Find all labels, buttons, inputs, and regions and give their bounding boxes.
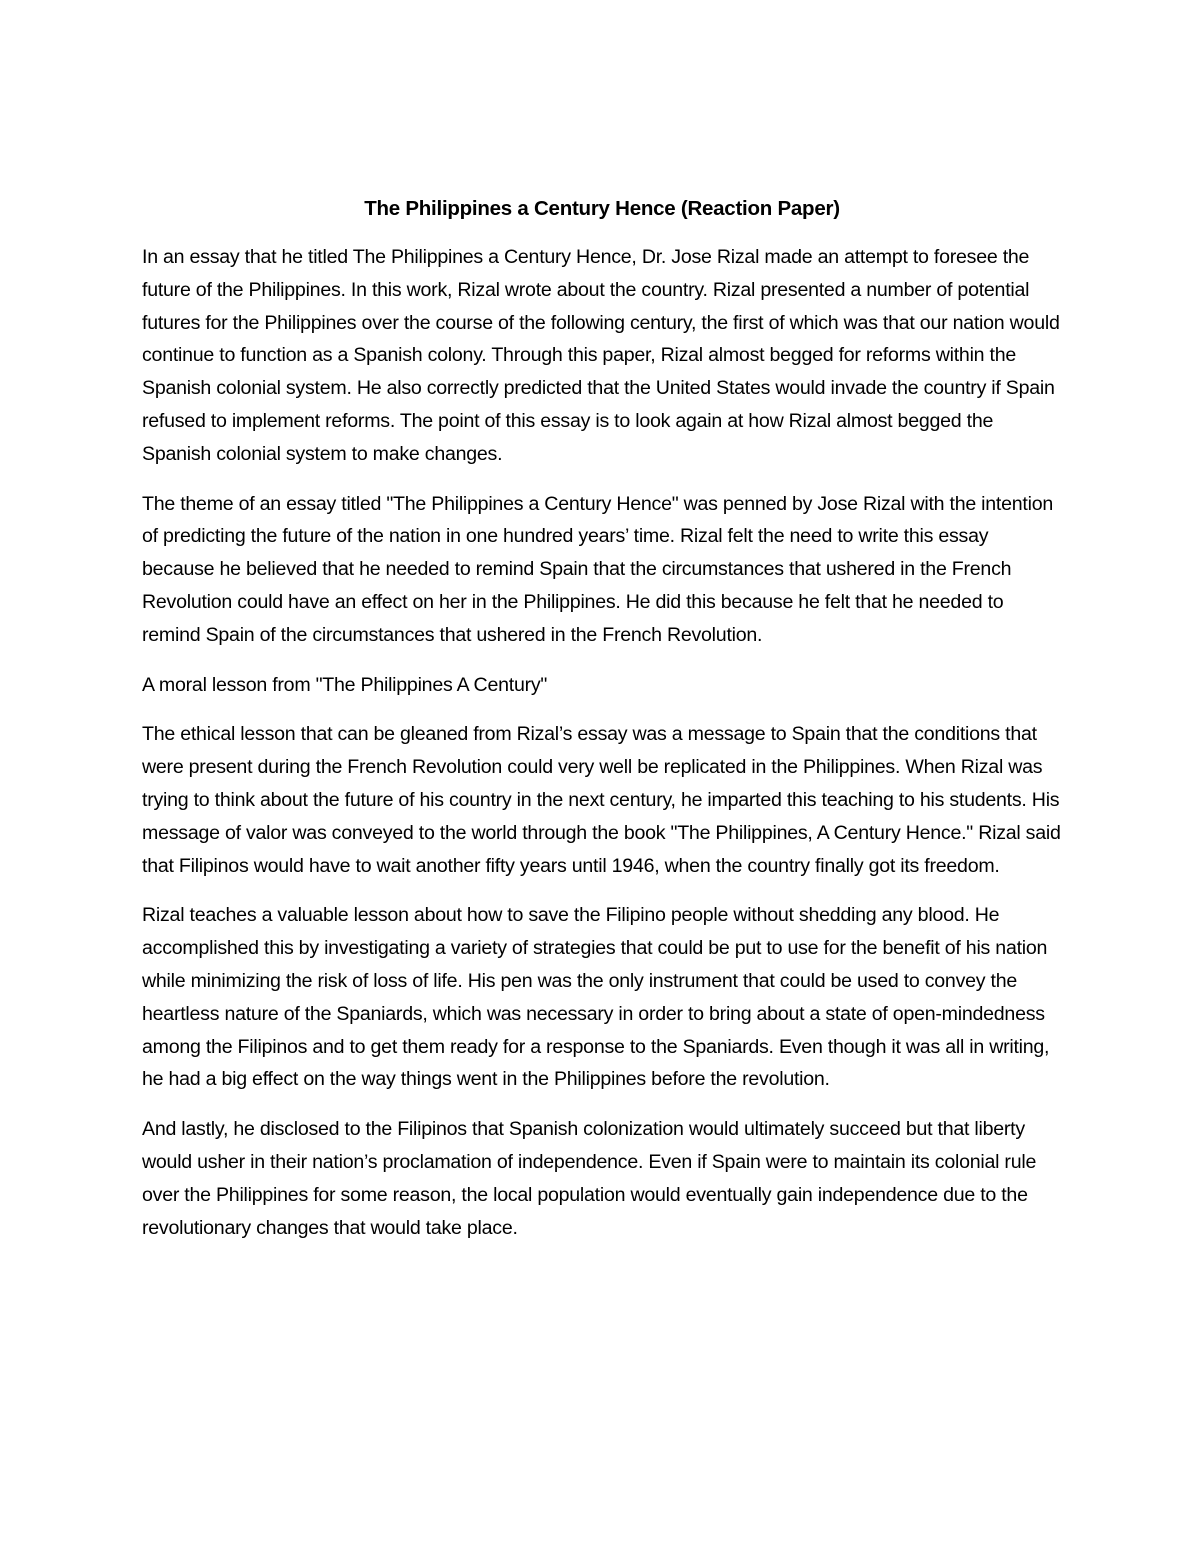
section-heading-moral-lesson: A moral lesson from "The Philippines A Century" xyxy=(142,673,548,696)
paragraph-ethical-lesson: The ethical lesson that can be gleaned from Rizal’s essay was a message to Spain that the conditions that were present during the French Revolution could very well be replicated in the Philippines. When Rizal was trying to think about the future of his country in the next century, he imparted this teaching to his students. His message of valor was conveyed to the world through the book "The Philippines, A Century Hence." Rizal said that Filipinos would have to wait another fifty years until 1946, when the country finally got its freedom. xyxy=(142,723,1061,877)
paragraph-valuable-lesson: Rizal teaches a valuable lesson about how to save the Filipino people without shedding any blood. He accomplished this by investigating a variety of strategies that could be put to use for the benefit of his nation while minimizing the risk of loss of life. His pen was the only instrument that could be used to convey the heartless nature of the Spaniards, which was necessary in order to bring about a state of open-mindedness among the Filipinos and to get them ready for a response to the Spaniards. Even though it was all in writing, he had a big effect on the way things went in the Philippines before the revolution. xyxy=(142,904,1050,1091)
paragraph-conclusion: And lastly, he disclosed to the Filipinos that Spanish colonization would ultimately succeed but that liberty would usher in their nation’s proclamation of independence. Even if Spain were to maintain its colonial rule over the Philippines for some reason, the local population would eventually gain independence due to the revolutionary changes that would take place. xyxy=(142,1118,1037,1239)
document-page xyxy=(142,193,1062,1261)
paragraph-theme: The theme of an essay titled "The Philippines a Century Hence" was penned by Jose Rizal with the intention of predicting the future of the nation in one hundred years’ time. Rizal felt the need to write this essay because he believed that he needed to remind Spain that the circumstances that ushered in the French Revolution could have an effect on her in the Philippines. He did this because he felt that he needed to remind Spain of the circumstances that ushered in the French Revolution. xyxy=(142,492,1054,646)
paragraph-intro: In an essay that he titled The Philippines a Century Hence, Dr. Jose Rizal made an attempt to foresee the future of the Philippines. In this work, Rizal wrote about the country. Rizal presented a number of potential futures for the Philippines over the course of the following century, the first of which was that our nation would continue to function as a Spanish colony. Through this paper, Rizal almost begged for reforms within the Spanish colonial system. He also correctly predicted that the United States would invade the country if Spain refused to implement reforms. The point of this essay is to look again at how Rizal almost begged the Spanish colonial system to make changes. xyxy=(142,246,1060,465)
document-title: The Philippines a Century Hence (Reaction Paper) xyxy=(364,197,840,220)
